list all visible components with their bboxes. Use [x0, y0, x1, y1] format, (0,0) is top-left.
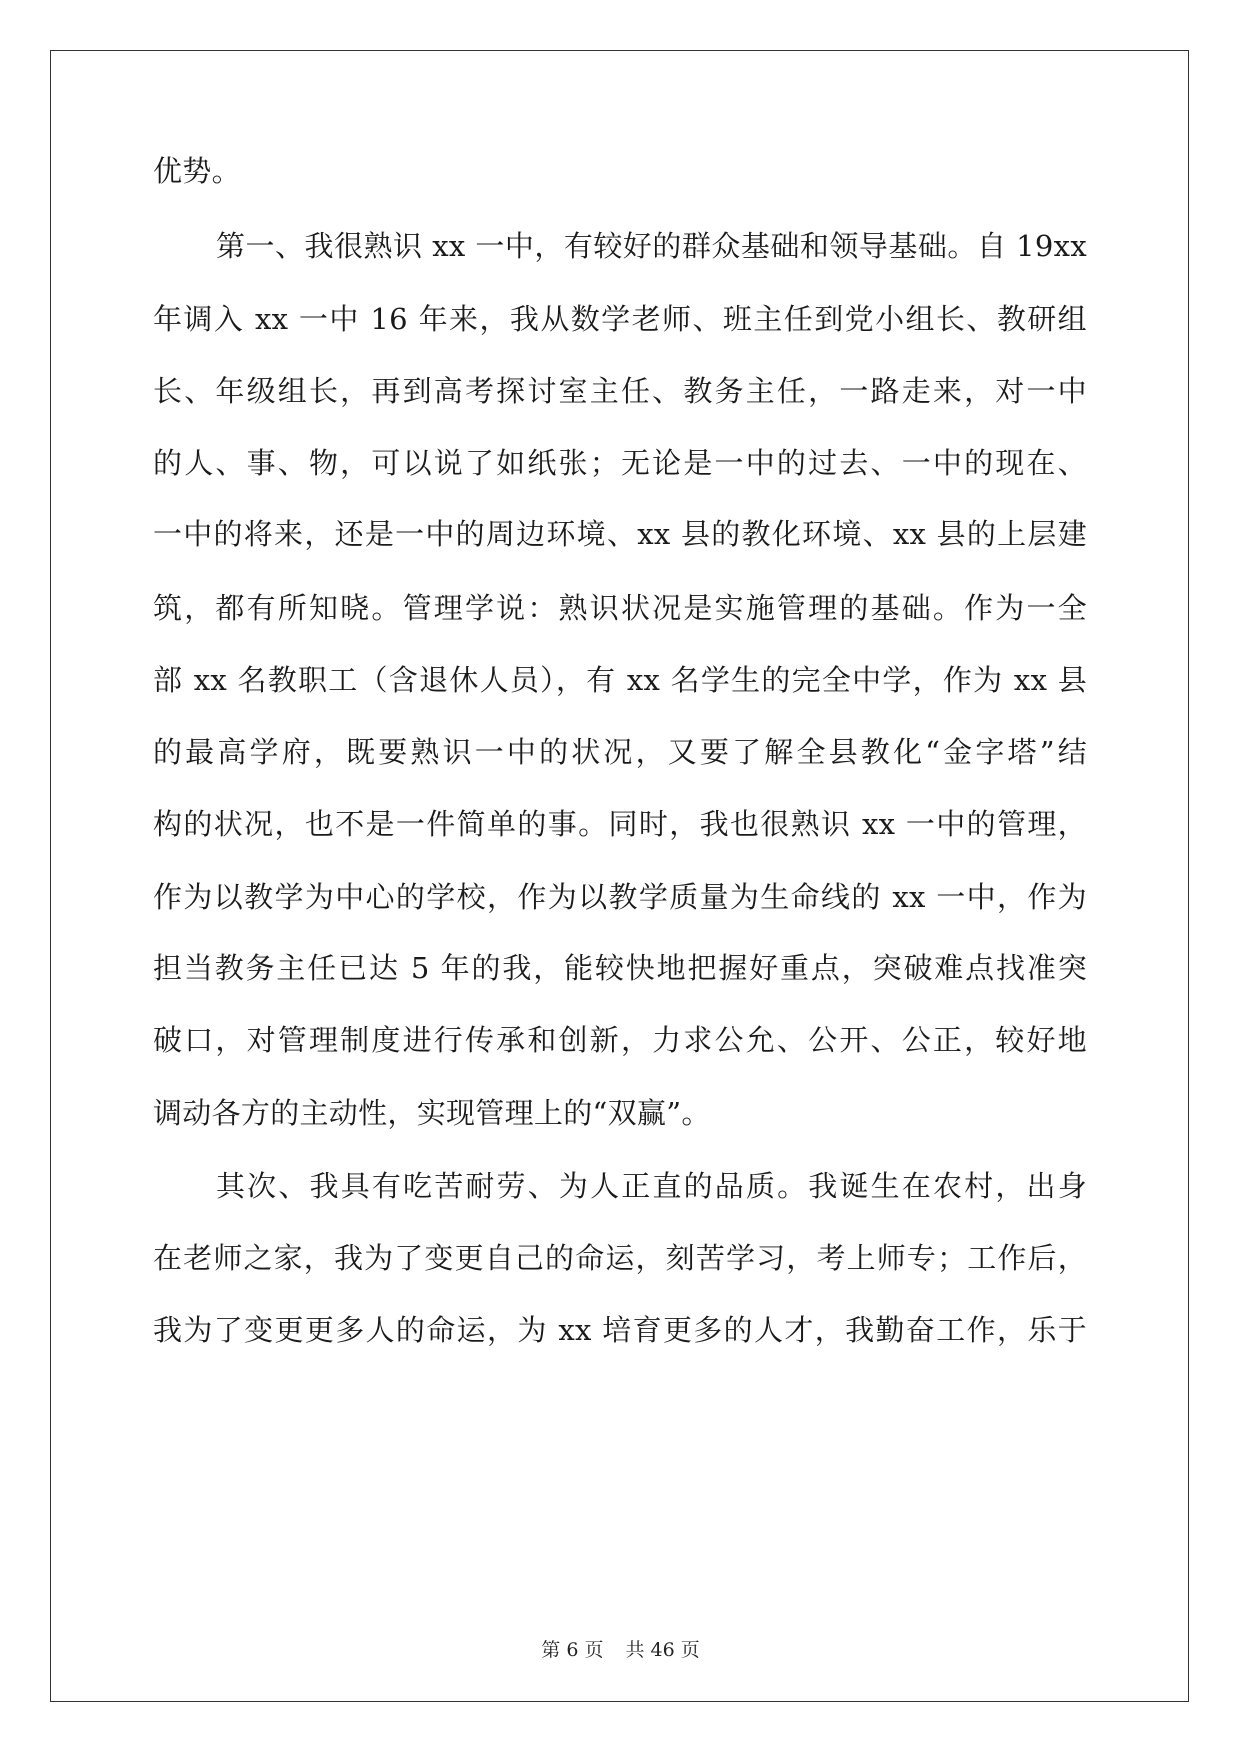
paragraph-line: 我为了变更更多人的命运，为 xx 培育更多的人才，我勤奋工作，乐于: [153, 1313, 1087, 1347]
paragraph-line: 年调入 xx 一中 16 年来，我从数学老师、班主任到党小组长、教研组: [153, 302, 1087, 336]
paragraph-line: 作为以教学为中心的学校，作为以教学质量为生命线的 xx 一中，作为: [153, 880, 1087, 914]
paragraph-line: 的最高学府，既要熟识一中的状况，又要了解全县教化“金字塔”结: [153, 735, 1087, 769]
paragraph-line: 的人、事、物，可以说了如纸张；无论是一中的过去、一中的现在、: [153, 446, 1087, 480]
page-number: 第 6 页: [541, 1639, 604, 1661]
paragraph-line: 第一、我很熟识 xx 一中，有较好的群众基础和领导基础。自 19xx: [216, 229, 1087, 263]
paragraph-line: 调动各方的主动性，实现管理上的“双赢”。: [153, 1096, 711, 1130]
paragraph-line: 部 xx 名教职工（含退休人员），有 xx 名学生的完全中学，作为 xx 县: [153, 663, 1087, 697]
paragraph-line: 在老师之家，我为了变更自己的命运，刻苦学习，考上师专；工作后，: [153, 1241, 1087, 1275]
paragraph-line: 构的状况，也不是一件简单的事。同时，我也很熟识 xx 一中的管理，: [153, 807, 1087, 841]
paragraph-line: 长、年级组长，再到高考探讨室主任、教务主任，一路走来，对一中: [153, 374, 1087, 408]
page-border: [50, 50, 1189, 1702]
page-footer: [0, 1638, 1241, 1662]
paragraph-line: 一中的将来，还是一中的周边环境、xx 县的教化环境、xx 县的上层建: [153, 517, 1087, 551]
paragraph-line: 担当教务主任已达 5 年的我，能较快地把握好重点，突破难点找准突: [153, 951, 1087, 985]
paragraph-line: 优势。: [153, 154, 241, 188]
page-total: 共 46 页: [625, 1639, 700, 1661]
paragraph-line: 筑，都有所知晓。管理学说：熟识状况是实施管理的基础。作为一全: [153, 591, 1087, 625]
paragraph-line: 其次、我具有吃苦耐劳、为人正直的品质。我诞生在农村，出身: [216, 1169, 1087, 1203]
paragraph-line: 破口，对管理制度进行传承和创新，力求公允、公开、公正，较好地: [153, 1023, 1087, 1057]
